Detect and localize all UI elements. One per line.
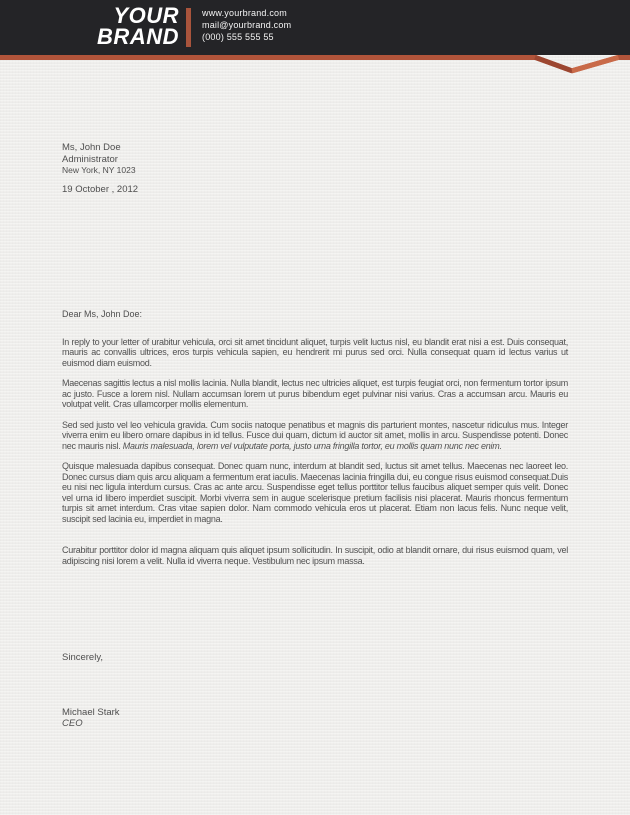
paragraph-segment: Curabitur porttitor dolor id magna aliquam quis aliquet ipsum sollicitudin. In suscipit, odio at blandit ornare, dui risus euismod quam, vel adipiscing nisi lorem a velit. Nulla id viverra neque. Vestibulum nec ipsum massa.: [62, 545, 568, 566]
ribbon-notch-left-arm: [535, 57, 572, 71]
brand-word-bottom: BRAND: [97, 24, 179, 49]
closing: Sincerely,: [62, 652, 104, 663]
contact-phone: (000) 555 555 55: [202, 31, 274, 42]
letter-date: 19 October , 2012: [62, 183, 139, 195]
paragraph-segment: Sed sed justo vel leo vehicula gravida. Cum sociis natoque penatibus et magnis dis parturient montes, nascetur ridiculus mus. Integer viverra enim eu libero ornare dapibus in id tellus. Fusce dui quam, dictum id auctor sit amet, mollis in arcu. Suspendisse potenti. Donec nec mauris nisl.: [62, 419, 568, 451]
recipient-title: Administrator: [62, 153, 118, 165]
paragraph-segment-italic: Mauris malesuada, lorem vel vulputate porta, justo urna fringilla tortor, eu mollis quam nunc nec enim.: [122, 440, 502, 451]
recipient-block: [62, 142, 568, 176]
brand-divider: [186, 8, 191, 47]
signature-block: [62, 707, 568, 730]
brand-word-top: YOUR: [113, 3, 179, 28]
paragraph: [62, 420, 568, 452]
paragraph-segment: Quisque malesuada dapibus consequat. Donec quam nunc, interdum at blandit sed, luctus sit amet tellus. Maecenas nec laoreet leo. Donec cursus diam quis arcu aliquam a fermentum erat iaculis. Maecenas lacinia fringilla dui, eu congue risus euismod consequat.Duis eu nisi nec ligula interdum cursus. Cras ac ante arcu. Suspendisse eget tellus porttitor tellus faucibus aliquet semper quis velit. Donec vel urna id libero imperdiet suscipit. Morbi viverra sem in augue scelerisque pretium facilisis nisi placerat. Mauris rhoncus fermentum turpis sit amet interdum. Cras vitae sapien dolor. Nam commodo vehicula eros ut placerat. Etiam non lacus felis. Nunc neque velit, suscipit sed lacinia eu, imperdiet in magna.: [62, 461, 568, 524]
paragraphs: [62, 337, 568, 567]
contact-email: mail@yourbrand.com: [202, 19, 292, 30]
paragraph-segment: Maecenas sagittis lectus a nisl mollis lacinia. Nulla blandit, lectus nec ultricies aliquet, est turpis feugiat orci, non fermentum tortor ipsum ac justo. Fusce a lorem nisl. Nullam accumsan lorem ut purus bibendum eget pulvinar nisi varius. Cras a accumsan arcu. Mauris eu volutpat velit. Cras ullamcorper mollis elementum.: [62, 378, 568, 409]
paragraph-segment: In reply to your letter of urabitur vehicula, orci sit amet tincidunt aliquet, turpis velit luctus nisl, eu blandit erat nisi a est. Duis consequat, mauris ac convallis ultrices, eros turpis vehicula sapien, eu hendrerit mi purus sed orci. Nulla consequat quam id lectus varius ut euismod diam euismod.: [62, 336, 568, 368]
brand-logo: [0, 5, 179, 47]
contact-website: www.yourbrand.com: [202, 8, 287, 18]
paragraph: [62, 461, 568, 524]
letter-body: [62, 142, 568, 730]
brand-header: [0, 0, 630, 55]
recipient-name: Ms, John Doe: [62, 142, 121, 153]
recipient-address: New York, NY 1023: [62, 165, 136, 175]
accent-ribbon: [0, 55, 630, 80]
paragraph: [62, 337, 568, 369]
paragraph: [62, 545, 568, 566]
paragraph: [62, 378, 568, 410]
signature-title: CEO: [62, 718, 83, 729]
ribbon-notch-right-arm: [572, 57, 619, 71]
salutation: Dear Ms, John Doe:: [62, 308, 143, 319]
contact-block: [202, 8, 291, 43]
signature-name: Michael Stark: [62, 706, 120, 718]
